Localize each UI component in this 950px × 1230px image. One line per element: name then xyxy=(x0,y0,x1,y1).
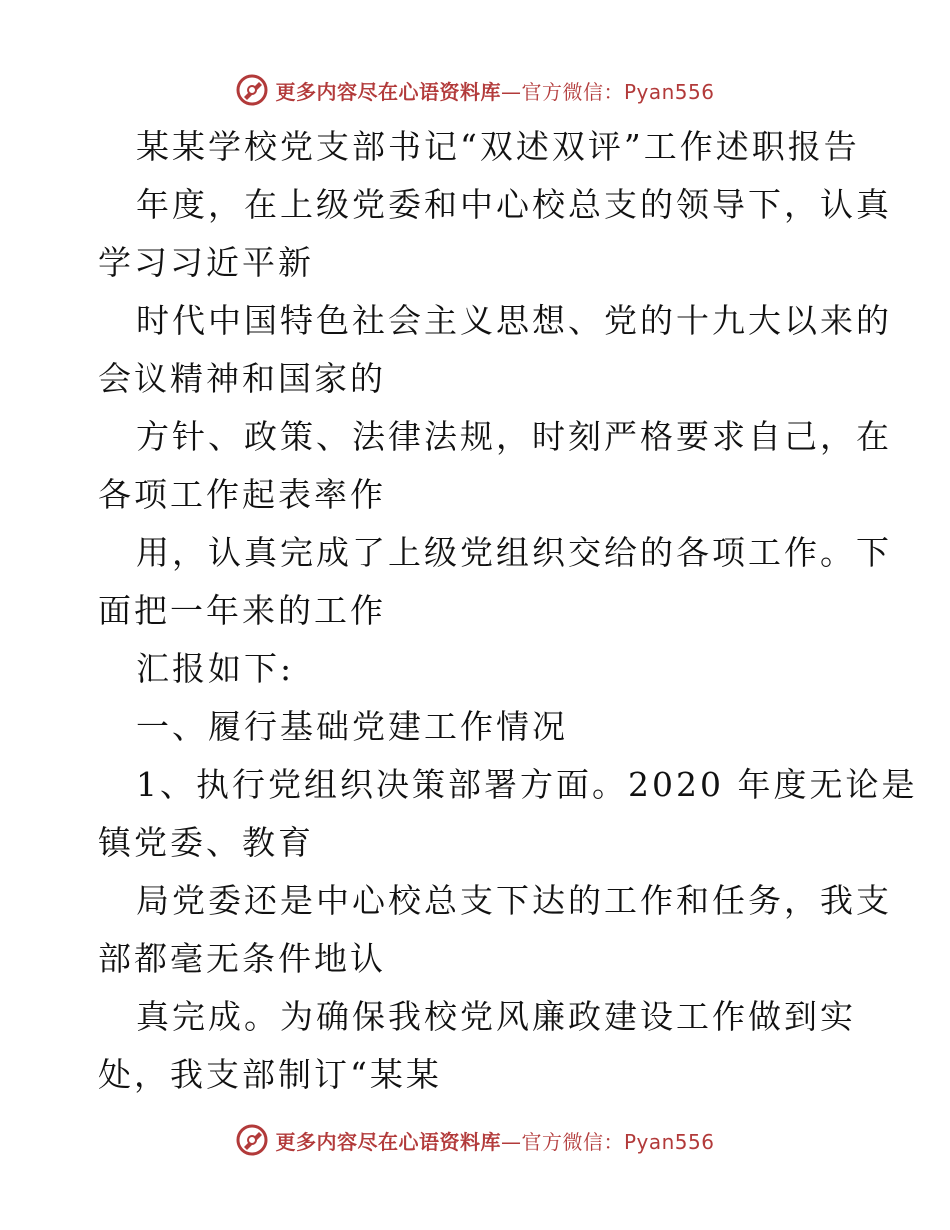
footer-watermark xyxy=(0,1120,950,1160)
paragraph-line: 学习习近平新 xyxy=(98,243,314,282)
paragraph-line: 会议精神和国家的 xyxy=(98,359,386,398)
document-title: 某某学校党支部书记“双述双评”工作述职报告 xyxy=(136,127,860,166)
watermark-separator: — xyxy=(500,79,522,104)
paragraph-line: 面把一年来的工作 xyxy=(98,591,386,630)
paragraph-line: 各项工作起表率作 xyxy=(98,475,386,514)
watermark-wechat-text: 官方微信：Pyan556 xyxy=(521,79,715,104)
header-watermark xyxy=(0,70,950,110)
logo-icon xyxy=(235,1123,269,1157)
paragraph-line: 部都毫无条件地认 xyxy=(98,939,386,978)
paragraph-line: 用，认真完成了上级党组织交给的各项工作。下 xyxy=(136,533,892,572)
paragraph-line: 真完成。为确保我校党风廉政建设工作做到实 xyxy=(136,997,856,1036)
watermark-wechat-text: 官方微信：Pyan556 xyxy=(521,1129,715,1154)
paragraph-line: 处，我支部制订“某某 xyxy=(98,1055,442,1094)
watermark-separator: — xyxy=(500,1129,522,1154)
logo-icon xyxy=(235,73,269,107)
watermark-main-text: 更多内容尽在心语资料库 xyxy=(275,79,501,104)
paragraph-line: 1、执行党组织决策部署方面。2020 年度无论是 xyxy=(136,765,918,804)
paragraph-line: 镇党委、教育 xyxy=(98,823,314,862)
paragraph-line: 年度，在上级党委和中心校总支的领导下，认真 xyxy=(136,185,892,224)
paragraph-line: 局党委还是中心校总支下达的工作和任务，我支 xyxy=(136,881,892,920)
section-heading: 一、履行基础党建工作情况 xyxy=(136,707,568,746)
document-body xyxy=(98,118,918,1104)
paragraph-line: 方针、政策、法律法规，时刻严格要求自己，在 xyxy=(136,417,892,456)
paragraph-line: 时代中国特色社会主义思想、党的十九大以来的 xyxy=(136,301,892,340)
watermark-main-text: 更多内容尽在心语资料库 xyxy=(275,1129,501,1154)
paragraph-line: 汇报如下: xyxy=(136,649,295,688)
